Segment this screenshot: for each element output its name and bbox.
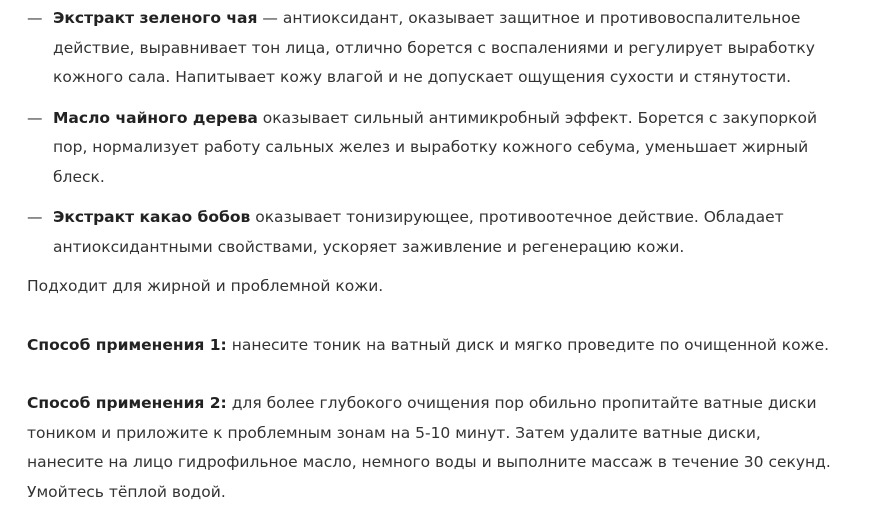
usage-method-1 bbox=[27, 331, 871, 361]
dash-marker: — bbox=[27, 9, 43, 27]
ingredient-name: Экстракт какао бобов bbox=[53, 208, 251, 226]
usage-label: Способ применения 2: bbox=[27, 394, 227, 412]
dash-marker: — bbox=[27, 208, 43, 226]
usage-text: для более глубокого очищения пор обильно пропитайте ватные диски тоником и приложите к проблемным зонам на 5-10 минут. Затем удалите ватные диски, нанесите на лицо гидрофильное масло, немного воды и выполните массаж в течение 30 секунд. Умойтесь тёплой водой. bbox=[27, 394, 831, 501]
ingredient-green-tea bbox=[27, 4, 853, 93]
ingredient-name: Экстракт зеленого чая bbox=[53, 9, 258, 27]
ingredient-tea-tree-oil bbox=[27, 104, 853, 193]
skin-type-note: Подходит для жирной и проблемной кожи. bbox=[27, 277, 384, 295]
usage-method-2 bbox=[27, 389, 842, 507]
usage-label: Способ применения 1: bbox=[27, 335, 227, 354]
ingredient-cocoa-bean bbox=[27, 203, 853, 262]
ingredients-list bbox=[27, 4, 871, 262]
ingredient-name: Масло чайного дерева bbox=[53, 108, 258, 127]
dash-marker: — bbox=[27, 108, 43, 127]
ingredient-description: — антиоксидант, оказывает защитное и противовоспалительное действие, выравнивает тон лица, отлично борется с воспалениями и регулирует выработку кожного сала. Напитывает кожу влагой и не допускает ощущения сухости и стянутости. bbox=[53, 9, 815, 86]
ingredient-description: оказывает сильный антимикробный эффект. Борется с закупоркой пор, нормализует работу сальных желез и выработку кожного себума, уменьшает жирный блеск. bbox=[53, 108, 818, 186]
ingredient-description: оказывает тонизирующее, противоотечное действие. Обладает антиоксидантными свойствами, ускоряет заживление и регенерацию кожи. bbox=[53, 208, 784, 256]
usage-text: нанесите тоник на ватный диск и мягко проведите по очищенной коже. bbox=[226, 335, 830, 354]
